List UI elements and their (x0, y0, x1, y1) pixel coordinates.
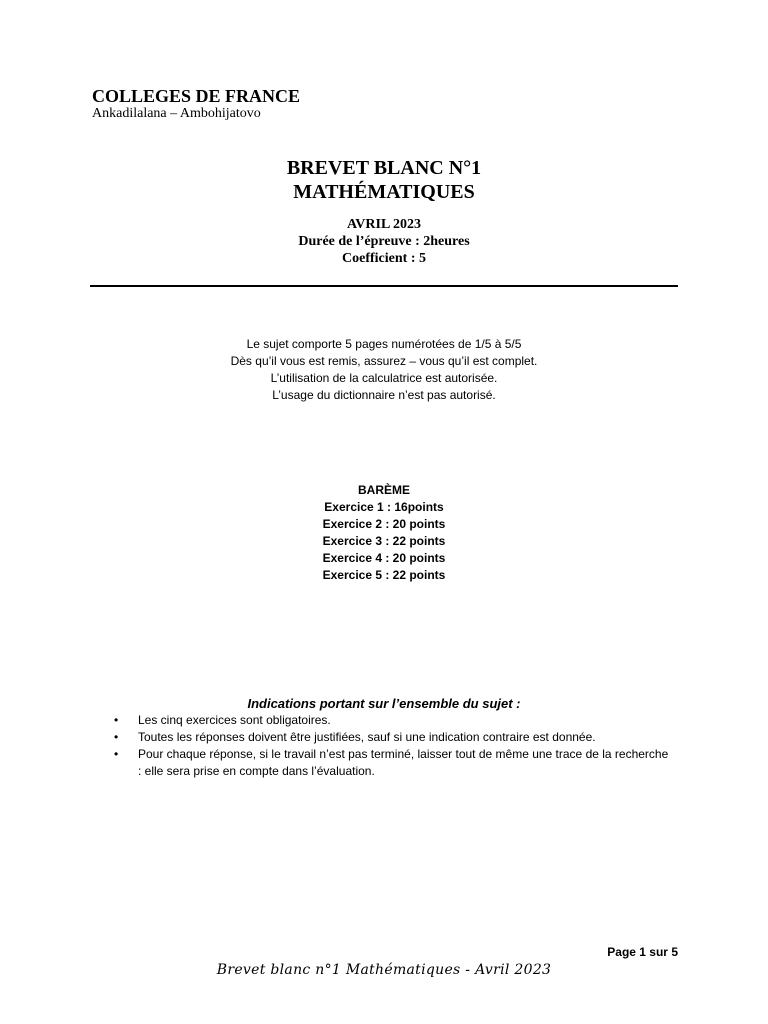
bullet-icon: • (114, 747, 119, 761)
info-line: L’usage du dictionnaire n’est pas autorisé. (272, 388, 496, 402)
info-block (0, 336, 768, 404)
school-name: COLLEGES DE FRANCE (92, 86, 301, 106)
bareme-title: BARÈME (357, 483, 410, 497)
bullet-icon: • (114, 730, 119, 744)
bareme-item: Exercice 2 : 20 points (322, 517, 446, 531)
indication-item (110, 729, 670, 746)
bareme-block (0, 482, 768, 584)
indication-text: Pour chaque réponse, si le travail n’est pas terminé, laisser tout de même une trace de la recherche : elle sera prise en compte dans l’évaluation. (138, 747, 669, 778)
info-line: Dès qu’il vous est remis, assurez – vous qu’il est complet. (230, 354, 538, 368)
exam-title (0, 156, 768, 204)
indications-title: Indications portant sur l’ensemble du sujet : (247, 696, 521, 711)
horizontal-rule (90, 285, 678, 287)
indication-item (110, 712, 670, 729)
footer-text: Brevet blanc n°1 Mathématiques - Avril 2023 (216, 962, 552, 978)
exam-title-line-1: BREVET BLANC N°1 (286, 157, 482, 179)
bullet-icon: • (114, 713, 119, 727)
exam-duration: Durée de l’épreuve : 2heures (298, 234, 470, 249)
info-line: Le sujet comporte 5 pages numérotées de 1/5 à 5/5 (246, 337, 522, 351)
exam-coefficient: Coefficient : 5 (342, 251, 426, 266)
exam-title-line-2: MATHÉMATIQUES (293, 181, 475, 203)
bareme-item: Exercice 1 : 16points (324, 500, 444, 514)
indication-text: Les cinq exercices sont obligatoires. (138, 713, 331, 727)
indication-item (110, 746, 670, 780)
bareme-item: Exercice 3 : 22 points (322, 534, 446, 548)
bareme-item: Exercice 4 : 20 points (322, 551, 446, 565)
exam-meta (0, 216, 768, 267)
exam-date: AVRIL 2023 (346, 217, 422, 232)
page-number: Page 1 sur 5 (607, 945, 678, 959)
indication-text: Toutes les réponses doivent être justifiées, sauf si une indication contraire est donnée. (138, 730, 596, 744)
info-line: L’utilisation de la calculatrice est autorisée. (270, 371, 498, 385)
bareme-item: Exercice 5 : 22 points (322, 568, 446, 582)
school-location: Ankadilalana – Ambohijatovo (92, 106, 261, 121)
indications-list (110, 712, 670, 780)
